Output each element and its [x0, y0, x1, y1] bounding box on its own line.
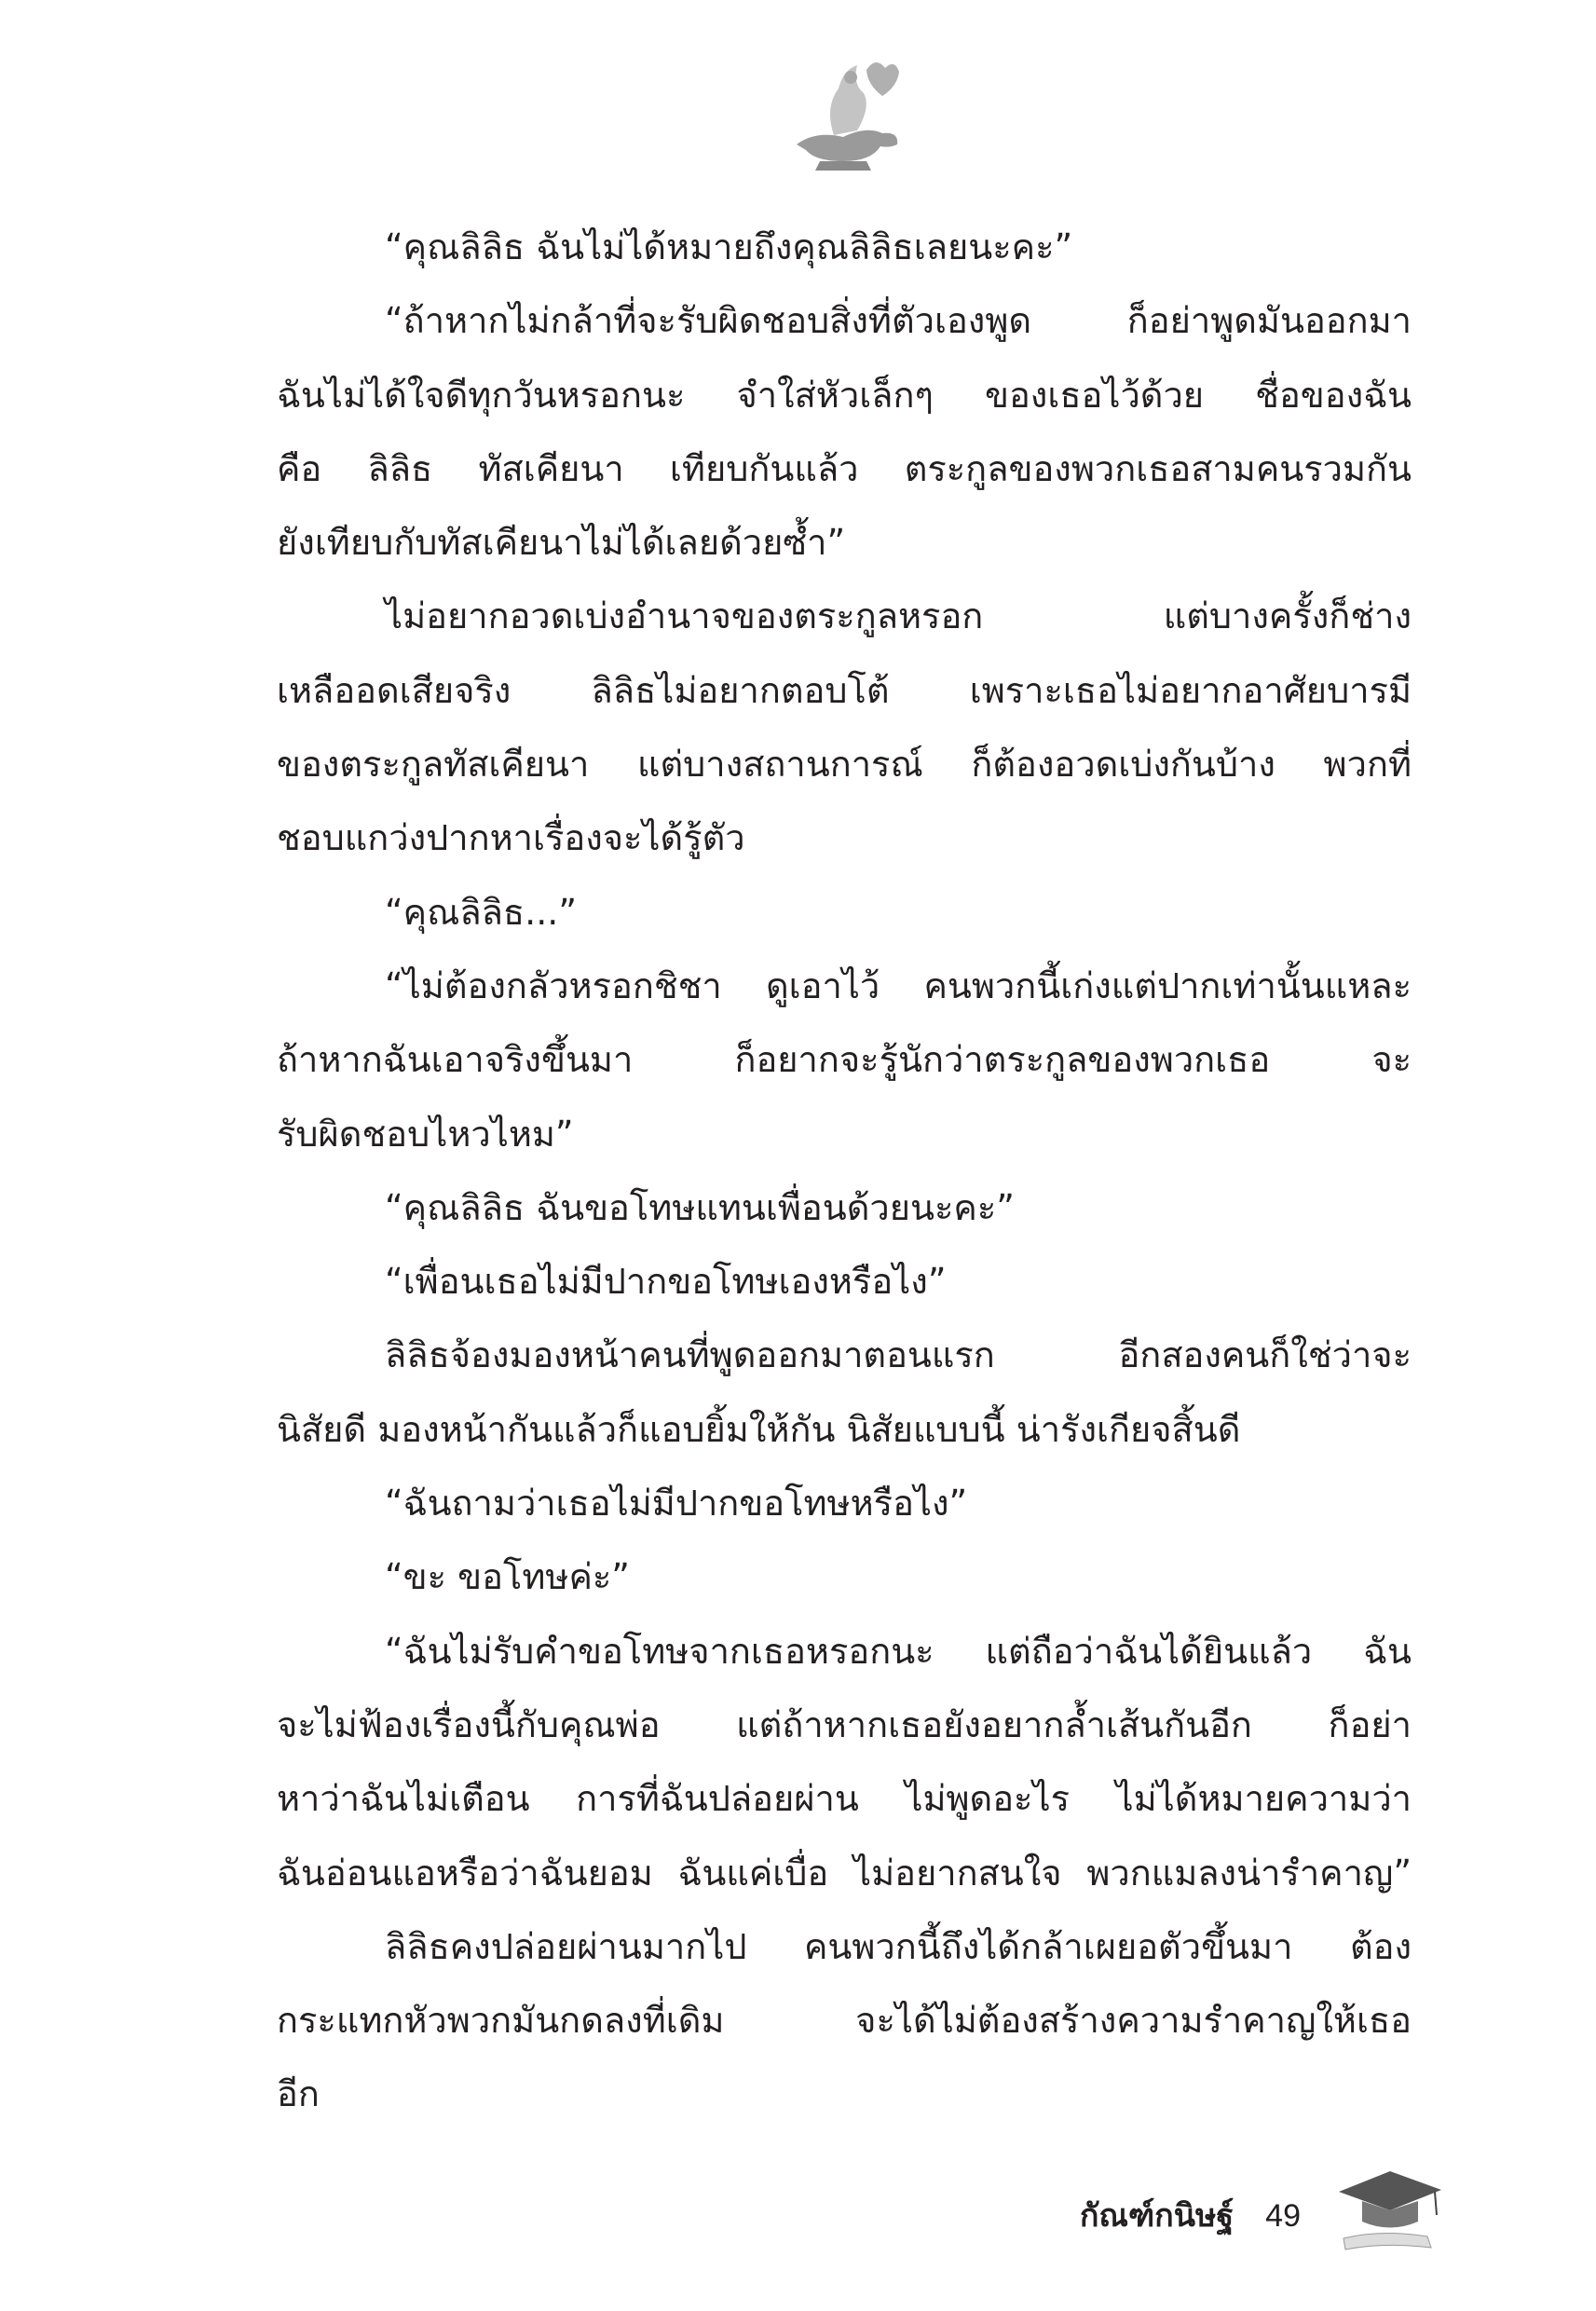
text-line: “คุณลิลิธ ฉันขอโทษแทนเพื่อนด้วยนะคะ” — [385, 1186, 1015, 1228]
text-line: “ขะ ขอโทษค่ะ” — [385, 1556, 630, 1598]
graduation-cap-icon — [1334, 2164, 1444, 2252]
text-line: “ฉันไม่รับคำขอโทษจากเธอหรอกนะ แต่ถือว่าฉันได้ยินแล้ว ฉัน — [385, 1630, 1412, 1672]
page-number: 49 — [1265, 2198, 1301, 2234]
text-line: “คุณลิลิธ ฉันไม่ได้หมายถึงคุณลิลิธเลยนะคะ” — [385, 226, 1073, 267]
text-line: ฉันอ่อนแอหรือว่าฉันยอม ฉันแค่เบื่อ ไม่อยากสนใจ พวกแมลงน่ารำคาญ” — [277, 1852, 1412, 1894]
text-line: รับผิดชอบไหวไหม” — [277, 1113, 574, 1155]
text-line: ชอบแกว่งปากหาเรื่องจะได้รู้ตัว — [277, 817, 745, 859]
text-line: ฉันไม่ได้ใจดีทุกวันหรอกนะ จำใส่หัวเล็กๆ ของเธอไว้ด้วย ชื่อของฉัน — [277, 374, 1412, 416]
text-line: จะไม่ฟ้องเรื่องนี้กับคุณพ่อ แต่ถ้าหากเธอยังอยากล้ำเส้นกันอีก ก็อย่า — [277, 1703, 1412, 1745]
text-line: หาว่าฉันไม่เตือน การที่ฉันปล่อยผ่าน ไม่พูดอะไร ไม่ได้หมายความว่า — [277, 1778, 1412, 1820]
text-line: ยังเทียบกับทัสเคียนาไม่ได้เลยด้วยซ้ำ” — [277, 522, 846, 564]
text-line: คือ ลิลิธ ทัสเคียนา เทียบกันแล้ว ตระกูลของพวกเธอสามคนรวมกัน — [277, 447, 1412, 489]
text-line: “เพื่อนเธอไม่มีปากขอโทษเองหรือไง” — [385, 1261, 947, 1303]
book-title: กัณฑ์กนิษฐ์ — [1079, 2197, 1235, 2235]
text-line: “คุณลิลิธ...” — [385, 891, 578, 933]
text-line: “ถ้าหากไม่กล้าที่จะรับผิดชอบสิ่งที่ตัวเองพูด ก็อย่าพูดมันออกมา — [385, 300, 1412, 342]
text-line: ไม่อยากอวดเบ่งอำนาจของตระกูลหรอก แต่บางครั้งก็ช่าง — [385, 595, 1412, 637]
body-text — [277, 211, 1412, 2132]
text-line: “ไม่ต้องกลัวหรอกชิชา ดูเอาไว้ คนพวกนี้เก่งแต่ปากเท่านั้นแหละ — [385, 964, 1412, 1006]
text-line: “ฉันถามว่าเธอไม่มีปากขอโทษหรือไง” — [385, 1483, 968, 1525]
page-footer — [1080, 2190, 1301, 2240]
text-line: นิสัยดี มองหน้ากันแล้วก็แอบยิ้มให้กัน นิสัยแบบนี้ น่ารังเกียจสิ้นดี — [277, 1408, 1241, 1450]
text-line: ถ้าหากฉันเอาจริงขึ้นมา ก็อยากจะรู้นักว่าตระกูลของพวกเธอ จะ — [277, 1039, 1412, 1081]
text-line: เหลืออดเสียจริง ลิลิธไม่อยากตอบโต้ เพราะเธอไม่อยากอาศัยบารมี — [277, 669, 1412, 711]
genie-lamp-icon — [778, 51, 908, 177]
text-line: ลิลิธจ้องมองหน้าคนที่พูดออกมาตอนแรก อีกสองคนก็ใช่ว่าจะ — [385, 1334, 1412, 1376]
text-line: ลิลิธคงปล่อยผ่านมากไป คนพวกนี้ถึงได้กล้าเผยอตัวขึ้นมา ต้อง — [385, 1925, 1412, 1967]
text-line: ของตระกูลทัสเคียนา แต่บางสถานการณ์ ก็ต้องอวดเบ่งกันบ้าง พวกที่ — [277, 744, 1412, 786]
text-line: อีก — [277, 2073, 320, 2115]
text-line: กระแทกหัวพวกมันกดลงที่เดิม จะได้ไม่ต้องสร้างความรำคาญให้เธอ — [277, 2000, 1412, 2042]
